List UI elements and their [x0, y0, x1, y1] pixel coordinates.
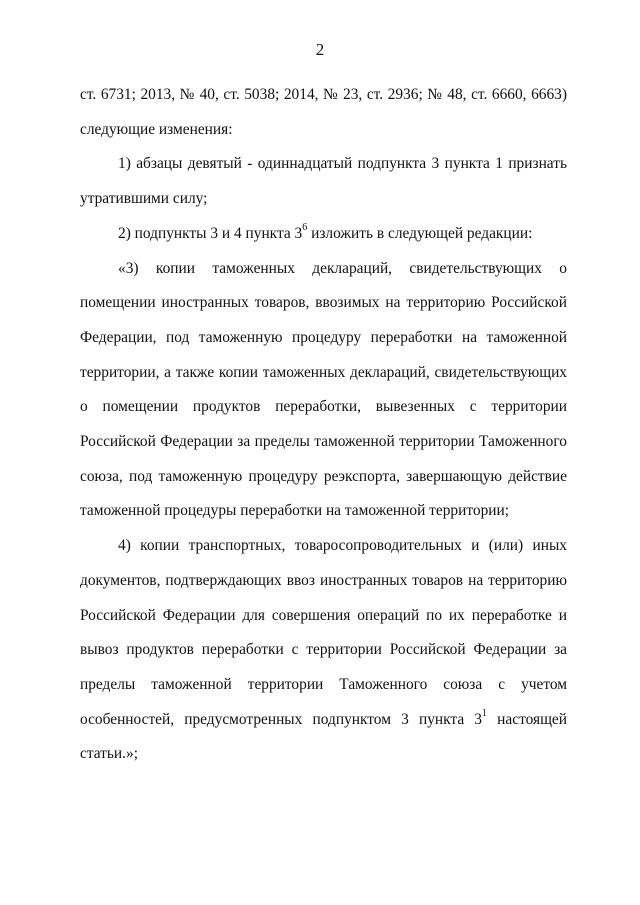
page-number: 2 [315, 40, 325, 59]
paragraph-subitem-4 [80, 529, 567, 772]
paragraph-item-2-text-before: 2) подпункты 3 и 4 пункта 3 [118, 224, 303, 242]
paragraph-subitem-3: «3) копии таможенных деклараций, свидетельствующих о помещении иностранных товаров, ввозимых на территорию Российской Федерации, под таможенную процедуру переработки на таможенной территории, а также копии таможенных деклараций, свидетельствующих о помещении продуктов переработки, вывезенных с территории Российской Федерации за пределы таможенной территории Таможенного союза, под таможенную процедуру реэкспорта, завершающую действие таможенной процедуры переработки на таможенной территории; [80, 259, 567, 520]
paragraph-subitem-4-text-before: 4) копии транспортных, товаросопроводительных и (или) иных документов, подтверждающих ввоз иностранных товаров на территорию Российской Федерации для совершения операций по их переработке и вывоз продуктов переработки с территории Российской Федерации за пределы таможенной территории Таможенного союза с учетом особенностей, предусмотренных подпунктом 3 пункта 3 [80, 537, 567, 728]
paragraph-item-1: 1) абзацы девятый - одиннадцатый подпункта 3 пункта 1 признать утратившими силу; [80, 155, 567, 208]
paragraph-item-2 [80, 217, 567, 252]
paragraph-subitem-4-text-after: настоящей статьи.»; [80, 710, 567, 763]
paragraph-citation-continuation: ст. 6731; 2013, № 40, ст. 5038; 2014, № 23, ст. 2936; № 48, ст. 6660, 6663) следующие изменения: [80, 86, 567, 138]
paragraph-item-2-text-after: изложить в следующей редакции: [307, 224, 533, 242]
paragraph-item-2-superscript: 6 [302, 221, 308, 233]
paragraph-subitem-4-superscript: 1 [482, 707, 488, 719]
document-body [80, 78, 567, 772]
